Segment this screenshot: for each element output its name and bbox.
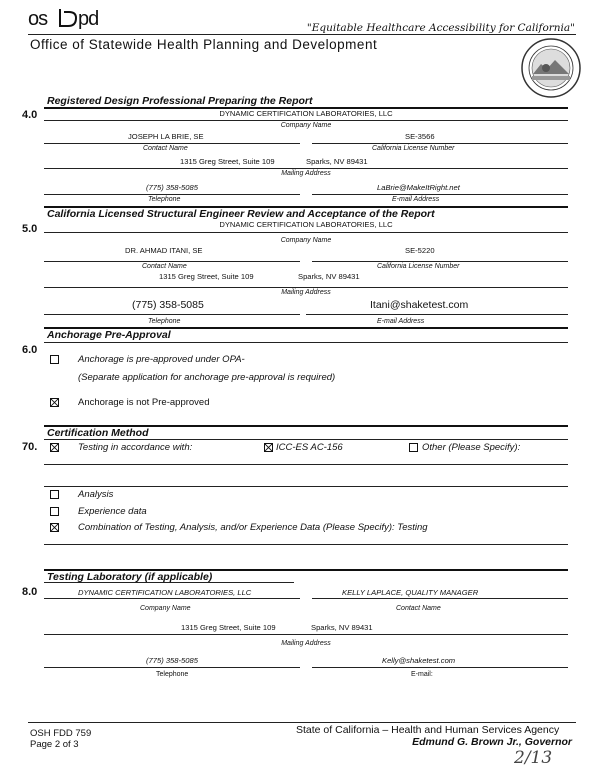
s5-telephone: (775) 358-5085 [132, 299, 204, 311]
s4-email-caption: E-mail Address [392, 196, 440, 203]
state-seal [521, 38, 581, 103]
s4-license-caption: California License Number [372, 145, 455, 152]
testing-specify-line-2 [44, 486, 568, 487]
section-5-title: California Licensed Structural Engineer Review and Acceptance of the Report [47, 208, 435, 220]
anchorage-preapproval-note: (Separate application for anchorage pre-approval is required) [78, 372, 336, 383]
s8-telephone: (775) 358-5085 [146, 656, 198, 665]
s5-contact-name: DR. AHMAD ITANI, SE [125, 246, 203, 255]
section-7-number: 70. [22, 441, 38, 453]
handwritten-date: 2/13 [514, 748, 553, 768]
s4-street: 1315 Greg Street, Suite 109 [180, 157, 275, 166]
anchorage-not-preapproved-label: Anchorage is not Pre-approved [78, 397, 210, 408]
svg-text:pd: pd [78, 8, 99, 30]
section-8-title-rule [44, 582, 294, 583]
experience-data-checkbox[interactable] [50, 507, 59, 516]
s4-email-line [312, 194, 568, 195]
form-number: OSH FDD 759 [30, 728, 92, 739]
s8-company-caption: Company Name [140, 605, 191, 612]
section-7-title: Certification Method [47, 427, 149, 439]
svg-text:os: os [28, 8, 48, 30]
section-4-title: Registered Design Professional Preparing the Report [47, 95, 313, 107]
s8-company-name: DYNAMIC CERTIFICATION LABORATORIES, LLC [78, 588, 252, 597]
s4-contact-caption: Contact Name [143, 145, 188, 152]
section-8-number: 8.0 [22, 586, 38, 598]
icc-es-label: ICC-ES AC-156 [276, 442, 343, 453]
s5-license-caption: California License Number [377, 263, 460, 270]
testing-checkbox[interactable] [50, 443, 59, 452]
combination-specify-line [44, 544, 568, 545]
s8-contact-name: KELLY LAPLACE, QUALITY MANAGER [342, 588, 479, 597]
s8-contact-line [312, 598, 568, 599]
combination-label: Combination of Testing, Analysis, and/or Experience Data (Please Specify): Testing [78, 522, 428, 533]
checkbox-x-mark-icon [51, 524, 58, 531]
s4-city: Sparks, NV 89431 [306, 157, 368, 166]
footer-rule [28, 722, 576, 723]
s4-telephone-caption: Telephone [148, 196, 181, 203]
other-checkbox[interactable] [409, 443, 418, 452]
oshpd-logo [28, 6, 138, 28]
s4-contact-line [44, 143, 300, 144]
section-8-title: Testing Laboratory (if applicable) [47, 571, 213, 583]
s5-address-caption: Mailing Address [281, 289, 331, 296]
header-rule [28, 34, 576, 35]
governor-name: Edmund G. Brown Jr., Governor [412, 736, 572, 748]
s4-address-caption: Mailing Address [281, 170, 331, 177]
s5-company-line [44, 232, 568, 233]
s4-email: LaBrie@MakeItRight.net [377, 183, 460, 192]
section-6-title-rule [44, 342, 568, 343]
page-number: Page 2 of 3 [30, 739, 79, 750]
s8-address-line [44, 634, 568, 635]
section-4-number: 4.0 [22, 109, 38, 121]
checkbox-x-mark-icon [51, 399, 58, 406]
s4-contact-name: JOSEPH LA BRIE, SE [128, 132, 204, 141]
s8-email: Kelly@shaketest.com [382, 656, 456, 665]
s4-telephone-line [44, 194, 300, 195]
section-6-number: 6.0 [22, 344, 38, 356]
s5-street: 1315 Greg Street, Suite 109 [159, 272, 254, 281]
s5-address-line [44, 287, 568, 288]
s4-company-name: DYNAMIC CERTIFICATION LABORATORIES, LLC [219, 109, 393, 118]
s4-company-line [44, 120, 568, 121]
s5-telephone-line [44, 314, 300, 315]
section-5-number: 5.0 [22, 223, 38, 235]
s5-city: Sparks, NV 89431 [298, 272, 360, 281]
analysis-label: Analysis [78, 489, 114, 500]
s5-company-name: DYNAMIC CERTIFICATION LABORATORIES, LLC [219, 220, 393, 229]
s8-company-line [44, 598, 300, 599]
s5-license-number: SE-5220 [405, 246, 435, 255]
s4-telephone: (775) 358-5085 [146, 183, 198, 192]
s5-contact-line [44, 261, 300, 262]
s4-address-line [44, 168, 568, 169]
testing-label: Testing in accordance with: [78, 442, 193, 453]
s8-city: Sparks, NV 89431 [311, 623, 373, 632]
experience-data-label: Experience data [78, 506, 147, 517]
header-tagline: "Equitable Healthcare Accessibility for California" [306, 22, 575, 34]
testing-specify-line [44, 464, 568, 465]
anchorage-not-preapproved-checkbox[interactable] [50, 398, 59, 407]
s5-license-line [312, 261, 568, 262]
s5-email: Itani@shaketest.com [370, 299, 469, 311]
checkbox-x-mark-icon [51, 444, 58, 451]
s4-license-number: SE-3566 [405, 132, 435, 141]
section-6-title: Anchorage Pre-Approval [47, 329, 171, 341]
agency-name: State of California – Health and Human Services Agency [296, 724, 560, 736]
s8-email-caption: E-mail: [411, 671, 433, 678]
s5-contact-caption: Contact Name [142, 263, 187, 270]
s5-telephone-caption: Telephone [148, 318, 181, 325]
anchorage-preapproved-label: Anchorage is pre-approved under OPA- [78, 354, 245, 365]
section-7-title-rule [44, 439, 568, 440]
analysis-checkbox[interactable] [50, 490, 59, 499]
anchorage-preapproved-checkbox[interactable] [50, 355, 59, 364]
s8-address-caption: Mailing Address [281, 640, 331, 647]
s8-street: 1315 Greg Street, Suite 109 [181, 623, 276, 632]
s8-telephone-line [44, 667, 300, 668]
s5-email-line [306, 314, 568, 315]
checkbox-x-mark-icon [265, 444, 272, 451]
s8-email-line [312, 667, 568, 668]
other-label: Other (Please Specify): [422, 442, 521, 453]
s8-contact-caption: Contact Name [396, 605, 441, 612]
combination-checkbox[interactable] [50, 523, 59, 532]
s5-company-caption: Company Name [280, 237, 332, 244]
s5-email-caption: E-mail Address [377, 318, 425, 325]
s8-telephone-caption: Telephone [156, 671, 189, 678]
office-name: Office of Statewide Health Planning and Development [30, 37, 378, 52]
s4-license-line [312, 143, 568, 144]
icc-es-checkbox[interactable] [264, 443, 273, 452]
s4-company-caption: Company Name [280, 122, 332, 129]
